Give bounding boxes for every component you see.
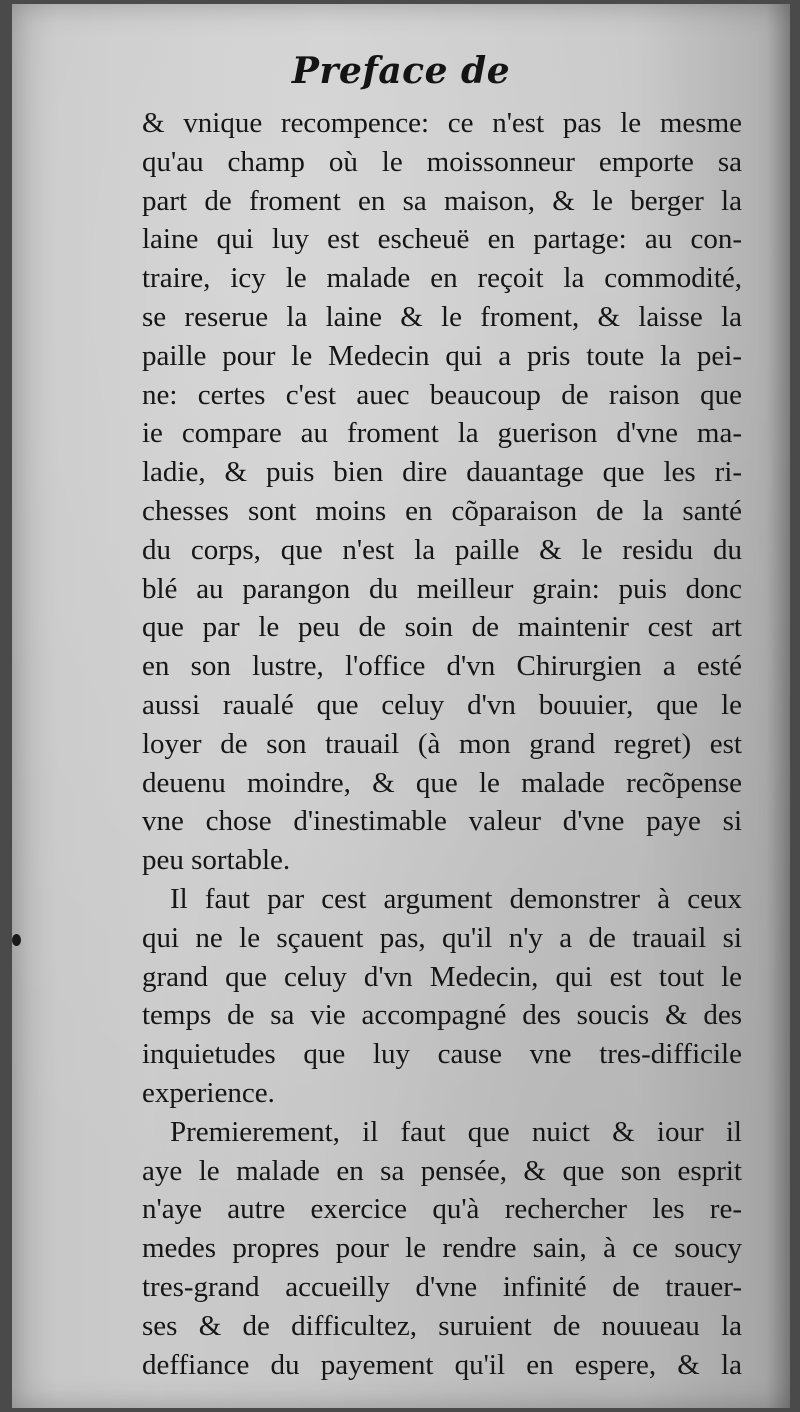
text-line: deffiance du payement qu'il en espere, & la [142,1348,742,1381]
text-line: & vnique recompence: ce n'est pas le mesme [142,107,742,139]
text-line: loyer de son trauail (à mon grand regret) est [142,727,742,760]
text-line: qui ne le sçauent pas, qu'il n'y a de trauail si [142,921,742,954]
text-line: vne chose d'inestimable valeur d'vne paye si [142,805,742,838]
text-line: part de froment en sa maison, & le berger la [142,184,742,217]
text-line: n'aye autre exercice qu'à rechercher les re- [142,1193,742,1226]
text-line: aye le malade en sa pensée, & que son esprit [142,1154,742,1187]
text-line: experience. [142,1076,275,1109]
body-text [142,104,742,1384]
text-line: en son lustre, l'office d'vn Chirurgien a esté [142,650,742,683]
text-line: paille pour le Medecin qui a pris toute la pei- [142,339,742,372]
text-line: temps de sa vie accompagné des soucis & des [142,999,742,1032]
running-head: Preface de [291,50,511,92]
text-line: chesses sont moins en cõparaison de la santé [142,494,742,527]
text-line: medes propres pour le rendre sain, à ce soucy [142,1232,742,1265]
text-line: que par le peu de soin de maintenir cest art [142,611,742,644]
text-line: ie compare au froment la guerison d'vne ma- [142,417,742,450]
text-line: du corps, que n'est la paille & le residu du [142,533,742,566]
book-page [12,4,790,1408]
text-line: inquietudes que luy cause vne tres-difficile [142,1038,742,1071]
text-line: ladie, & puis bien dire dauantage que les ri- [142,456,742,489]
text-line: Premierement, il faut que nuict & iour il [170,1115,742,1148]
text-line: qu'au champ où le moissonneur emporte sa [142,145,742,178]
text-line: ses & de difficultez, suruient de nouueau la [142,1309,742,1342]
paragraph [142,104,742,880]
ink-speck [12,934,21,946]
text-line: Il faut par cest argument demonstrer à ceux [170,882,742,915]
text-line: traire, icy le malade en reçoit la commodité, [142,262,742,295]
text-line: tres-grand accueilly d'vne infinité de trauer- [142,1270,742,1303]
text-line: peu sortable. [142,844,291,877]
paragraph [142,1113,742,1385]
text-line: blé au parangon du meilleur grain: puis donc [142,572,742,605]
paragraph [142,880,742,1113]
text-line: grand que celuy d'vn Medecin, qui est tout le [142,960,742,993]
text-line: ne: certes c'est auec beaucoup de raison que [142,378,742,411]
text-line: laine qui luy est escheuë en partage: au con- [142,223,742,256]
text-line: deuenu moindre, & que le malade recõpense [142,766,742,799]
text-line: se reserue la laine & le froment, & laisse la [142,300,742,333]
text-line: aussi raualé que celuy d'vn bouuier, que le [142,688,742,721]
